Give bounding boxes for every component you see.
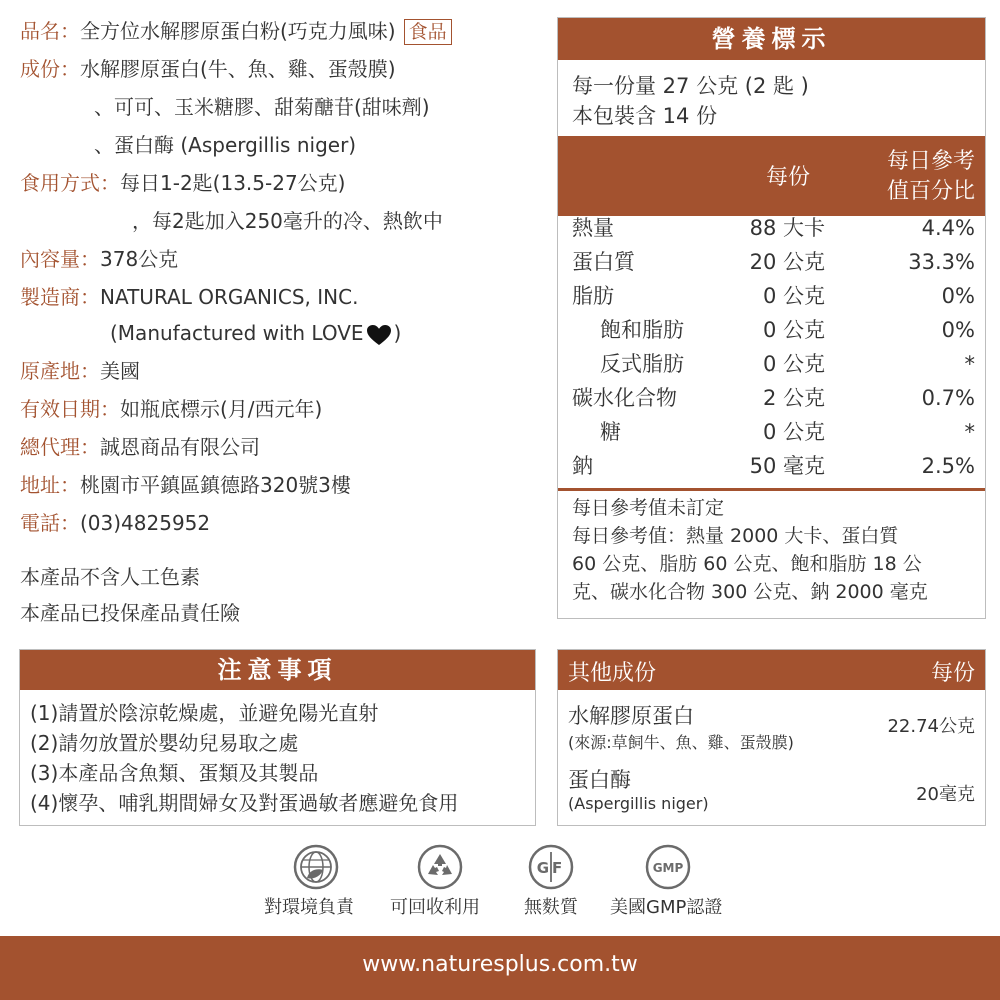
col-per-serving: 每份 (766, 165, 811, 190)
ingredients-line-2: 、可可、玉米糖膠、甜菊醣苷(甜味劑) (94, 95, 430, 119)
maker-line-1: NATURAL ORGANICS, INC. (100, 285, 359, 309)
nutrition-title-bar (558, 18, 985, 60)
nutrient-amount: 0 公克 (762, 318, 825, 342)
nutrient-dv: 0.7% (921, 386, 975, 410)
nutrient-row (572, 314, 975, 347)
ingredient-source: (Aspergillis niger) (568, 794, 709, 813)
address-row (20, 470, 351, 500)
expiry-label: 有效日期： (20, 397, 120, 421)
nutrient-name: 熱量 (572, 216, 614, 240)
cautions-title-bar (20, 650, 535, 690)
footnote-line-4: 克、碳水化合物 300 公克、鈉 2000 毫克 (572, 581, 928, 603)
cert-label-recyclable: 可回收利用 (390, 897, 480, 918)
col-dv-line-2: 值百分比 (886, 179, 975, 204)
expiry-row (20, 394, 322, 424)
usage-line-1: 每日1-2匙(13.5-27公克) (120, 171, 346, 195)
note-no-color: 本產品不含人工色素 (20, 565, 200, 589)
maker-row (20, 282, 358, 312)
gluten-free-icon (528, 844, 574, 890)
nutrient-row (572, 212, 975, 245)
nutrient-name: 蛋白質 (572, 250, 635, 274)
content-value: 378公克 (100, 247, 179, 271)
nutrition-divider (558, 488, 985, 491)
agent-label: 總代理： (20, 435, 100, 459)
cert-label-environment: 對環境負責 (264, 897, 354, 918)
nutrient-dv: 33.3% (908, 250, 975, 274)
nutrient-name: 碳水化合物 (572, 386, 677, 410)
nutrient-amount: 2 公克 (762, 386, 825, 410)
nutrient-name: 鈉 (572, 454, 593, 478)
ingredients-row (20, 54, 396, 84)
ingredients-line-1: 水解膠原蛋白(牛、魚、雞、蛋殼膜) (80, 57, 396, 81)
product-name-value: 全方位水解膠原蛋白粉(巧克力風味) (80, 19, 396, 43)
ingredients-label: 成份： (20, 57, 80, 81)
maker-line-2 (110, 318, 401, 348)
caution-item: (2)請勿放置於嬰幼兒易取之處 (30, 731, 299, 755)
usage-row (20, 168, 345, 198)
other-ingredients-col: 每份 (930, 661, 975, 686)
ingredient-amount: 22.74公克 (887, 716, 975, 737)
product-info (20, 0, 540, 640)
globe-leaf-icon (293, 844, 339, 890)
nutrient-name: 飽和脂肪 (600, 318, 684, 342)
phone-row (20, 508, 210, 538)
product-name-row (20, 16, 452, 46)
website-url[interactable]: www.naturesplus.com.tw (362, 952, 638, 977)
gmp-icon (645, 844, 691, 890)
nutrition-column-header (558, 136, 985, 216)
note-insured: 本產品已投保產品責任險 (20, 601, 240, 625)
nutrition-panel (557, 17, 986, 619)
origin-row (20, 356, 140, 386)
product-name-label: 品名： (20, 19, 80, 43)
gf-text: GF (536, 859, 566, 877)
nutrient-amount: 0 公克 (762, 420, 825, 444)
nutrient-name: 脂肪 (572, 284, 614, 308)
content-label: 內容量： (20, 247, 100, 271)
maker-line-2-text: (Manufactured with LOVE (110, 321, 364, 345)
caution-item: (4)懷孕、哺乳期間婦女及對蛋過敏者應避免食用 (30, 791, 459, 815)
footer-bar (0, 936, 1000, 1000)
nutrient-row (572, 450, 975, 483)
nutrient-name: 反式脂肪 (600, 352, 684, 376)
nutrient-name: 糖 (600, 420, 621, 444)
nutrient-row (572, 280, 975, 313)
heart-icon (366, 324, 392, 346)
cert-label-gluten-free: 無麩質 (524, 897, 578, 918)
other-ingredients-header (558, 650, 985, 690)
servings-per-pack: 本包裝含 14 份 (572, 104, 718, 128)
nutrient-amount: 0 公克 (762, 352, 825, 376)
maker-label: 製造商： (20, 285, 100, 309)
address-label: 地址： (20, 473, 80, 497)
expiry-value: 如瓶底標示(月/西元年) (120, 397, 323, 421)
ingredient-name: 蛋白酶 (568, 768, 631, 792)
gmp-text: GMP (652, 861, 684, 875)
agent-row (20, 432, 260, 462)
nutrient-row (572, 416, 975, 449)
food-tag-badge: 食品 (404, 19, 452, 45)
footnote-line-1: 每日參考值未訂定 (572, 497, 725, 519)
nutrient-dv: * (964, 352, 975, 376)
col-dv-line-1: 每日參考 (886, 149, 975, 174)
caution-item: (1)請置於陰涼乾燥處，並避免陽光直射 (30, 701, 379, 725)
nutrient-amount: 88 大卡 (749, 216, 825, 240)
address-value: 桃園市平鎮區鎮德路320號3樓 (80, 473, 351, 497)
nutrient-amount: 0 公克 (762, 284, 825, 308)
ingredient-source: (來源:草飼牛、魚、雞、蛋殼膜) (568, 733, 794, 752)
origin-label: 原產地： (20, 359, 100, 383)
nutrition-title: 營養標示 (711, 25, 832, 53)
footnote-line-2: 每日參考值：熱量 2000 大卡、蛋白質 (572, 525, 899, 547)
nutrition-footnote (572, 494, 928, 606)
origin-value: 美國 (100, 359, 140, 383)
ingredient-name: 水解膠原蛋白 (568, 704, 694, 728)
content-row (20, 244, 178, 274)
footnote-line-3: 60 公克、脂肪 60 公克、飽和脂肪 18 公 (572, 553, 922, 575)
phone-label: 電話： (20, 511, 80, 535)
maker-line-2-close: ) (393, 321, 402, 345)
usage-line-2: ，每2匙加入250毫升的冷、熱飲中 (132, 209, 443, 233)
ingredients-line-3: 、蛋白酶 (Aspergillis niger) (94, 133, 357, 157)
nutrient-dv: * (964, 420, 975, 444)
nutrient-row (572, 246, 975, 279)
other-ingredients-title: 其他成份 (568, 661, 657, 686)
nutrient-dv: 4.4% (921, 216, 975, 240)
serving-size: 每一份量 27 公克 (2 匙 ) (572, 74, 809, 98)
nutrient-dv: 0% (941, 318, 975, 342)
nutrient-row (572, 348, 975, 381)
nutrient-amount: 20 公克 (749, 250, 825, 274)
nutrient-row (572, 382, 975, 415)
other-ingredients-panel (557, 649, 986, 826)
recycle-icon (417, 844, 463, 890)
cautions-title: 注意事項 (217, 656, 338, 684)
cert-label-gmp: 美國GMP認證 (610, 897, 723, 918)
phone-value: (03)4825952 (80, 511, 211, 535)
nutrient-dv: 0% (941, 284, 975, 308)
nutrient-dv: 2.5% (921, 454, 975, 478)
cautions-panel (19, 649, 536, 826)
caution-item: (3)本產品含魚類、蛋類及其製品 (30, 761, 319, 785)
usage-label: 食用方式： (20, 171, 120, 195)
agent-value: 誠恩商品有限公司 (100, 435, 260, 459)
ingredient-amount: 20毫克 (916, 784, 975, 805)
nutrient-amount: 50 毫克 (749, 454, 825, 478)
